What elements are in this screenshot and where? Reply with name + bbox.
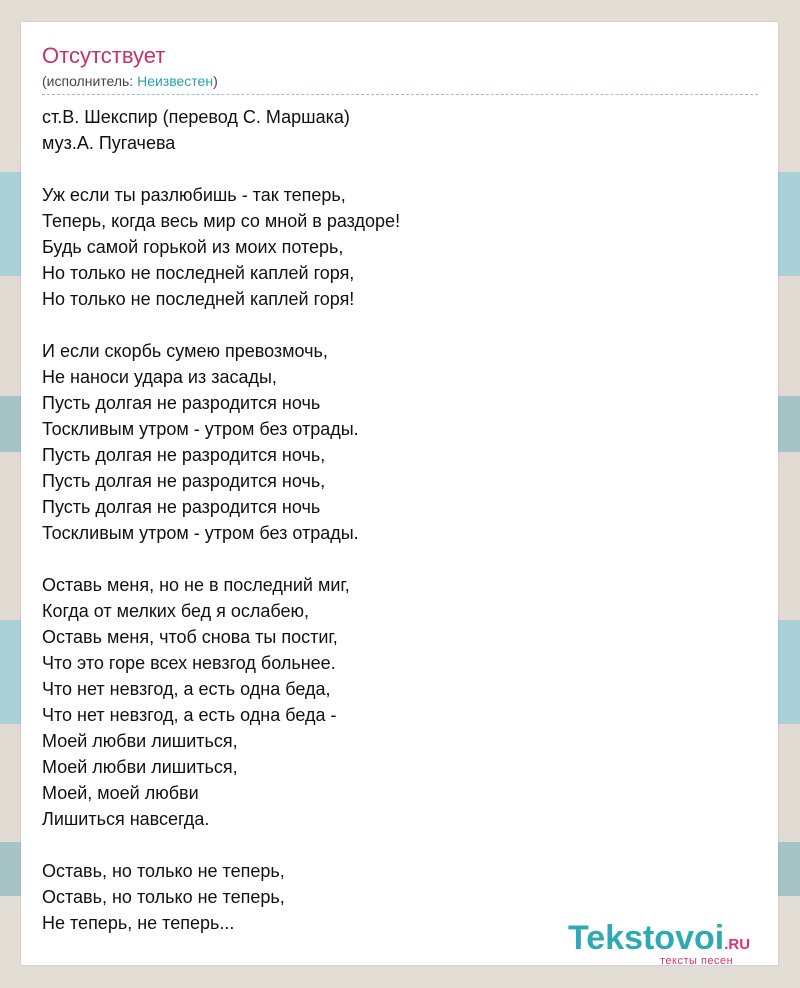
lyric-line: И если скорбь сумею превозмочь,: [42, 341, 328, 361]
lyric-line: ст.В. Шекспир (перевод С. Маршака): [42, 107, 350, 127]
lyric-line: Оставь меня, но не в последний миг,: [42, 575, 350, 595]
artist-prefix: (исполнитель:: [42, 73, 138, 89]
lyric-line: Оставь, но только не теперь,: [42, 887, 285, 907]
lyric-line: Моей любви лишиться,: [42, 757, 238, 777]
lyric-line: Что нет невзгод, а есть одна беда -: [42, 705, 337, 725]
lyric-line: Но только не последней каплей горя,: [42, 263, 355, 283]
lyric-line: Оставь, но только не теперь,: [42, 861, 285, 881]
lyric-line: Моей любви лишиться,: [42, 731, 238, 751]
lyric-line: Пусть долгая не разродится ночь,: [42, 471, 326, 491]
logo-tld: .RU: [724, 936, 751, 953]
lyric-line: Пусть долгая не разродится ночь: [42, 497, 321, 517]
artist-line: [42, 73, 218, 89]
stanza-break: [42, 156, 400, 182]
lyrics-card: [21, 22, 778, 965]
site-logo[interactable]: [568, 919, 773, 967]
title-divider: [42, 94, 758, 95]
logo-name: Tekstovoi: [568, 919, 725, 957]
lyric-line: Но только не последней каплей горя!: [42, 289, 355, 309]
lyric-line: муз.А. Пугачева: [42, 133, 176, 153]
stanza-break: [42, 546, 400, 572]
logo-tagline: тексты песен: [660, 955, 734, 967]
stanza-break: [42, 312, 400, 338]
artist-link[interactable]: Неизвестен: [137, 73, 214, 89]
lyric-line: Теперь, когда весь мир со мной в раздоре!: [42, 211, 401, 231]
lyrics-text: [42, 104, 400, 936]
lyric-line: Когда от мелких бед я ослабею,: [42, 601, 309, 621]
lyric-line: Моей, моей любви: [42, 783, 199, 803]
lyric-line: Лишиться навсегда.: [42, 809, 210, 829]
lyric-line: Тоскливым утром - утром без отрады.: [42, 419, 359, 439]
lyric-line: Пусть долгая не разродится ночь,: [42, 445, 326, 465]
lyric-line: Что это горе всех невзгод больнее.: [42, 653, 336, 673]
lyric-line: Оставь меня, чтоб снова ты постиг,: [42, 627, 338, 647]
lyric-line: Будь самой горькой из моих потерь,: [42, 237, 344, 257]
lyric-line: Уж если ты разлюбишь - так теперь,: [42, 185, 346, 205]
lyric-line: Пусть долгая не разродится ночь: [42, 393, 321, 413]
song-title: Отсутствует: [42, 43, 166, 68]
lyric-line: Что нет невзгод, а есть одна беда,: [42, 679, 331, 699]
lyric-line: Не наноси удара из засады,: [42, 367, 277, 387]
lyric-line: Не теперь, не теперь...: [42, 913, 235, 933]
stanza-break: [42, 832, 400, 858]
lyric-line: Тоскливым утром - утром без отрады.: [42, 523, 359, 543]
artist-suffix: ): [213, 73, 218, 89]
